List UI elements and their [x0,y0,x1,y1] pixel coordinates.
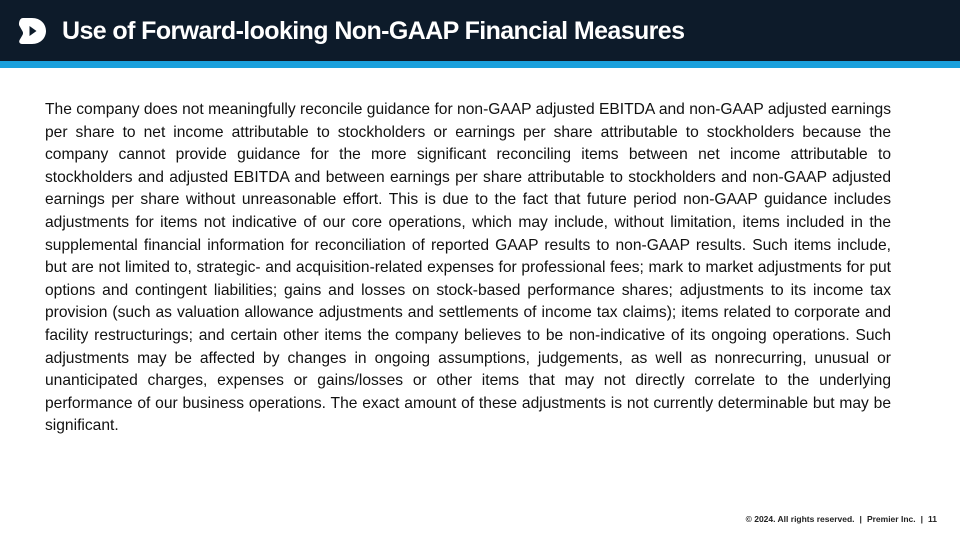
slide-footer [746,514,937,524]
slide-title: Use of Forward-looking Non-GAAP Financial Measures [62,17,685,45]
body-paragraph: The company does not meaningfully reconcile guidance for non-GAAP adjusted EBITDA and non-GAAP adjusted earnings per share to net income attributable to stockholders or earnings per share attributable to stockholders because the company cannot provide guidance for the more significant reconciling items between net income attributable to stockholders and adjusted EBITDA and between earnings per share attributable to stockholders and non-GAAP adjusted earnings per share without unreasonable effort. This is due to the fact that future period non-GAAP guidance includes adjustments for items not indicative of our core operations, which may include, without limitation, items included in the supplemental financial information for reconciliation of reported GAAP results to non-GAAP results. Such items include, but are not limited to, strategic- and acquisition-related expenses for professional fees; mark to market adjustments for put options and contingent liabilities; gains and losses on stock-based performance shares; adjustments to its income tax provision (such as valuation allowance adjustments and settlements of income tax claims); items related to corporate and facility restructurings; and certain other items the company believes to be non-indicative of its ongoing operations. Such adjustments may be affected by changes in ongoing assumptions, judgements, as well as nonrecurring, unusual or unanticipated charges, expenses or gains/losses or other items that may not directly correlate to the underlying performance of our business operations. The exact amount of these adjustments is not currently determinable but may be significant. [45,101,891,435]
footer-separator: | [920,514,923,524]
premier-logo-icon [16,15,48,47]
copyright-text: © 2024. All rights reserved. [745,514,855,524]
page-number: 11 [928,514,937,524]
company-name: Premier Inc. [866,514,916,524]
slide-header [0,0,960,61]
footer-separator: | [859,514,862,524]
header-accent-stripe [0,61,960,68]
